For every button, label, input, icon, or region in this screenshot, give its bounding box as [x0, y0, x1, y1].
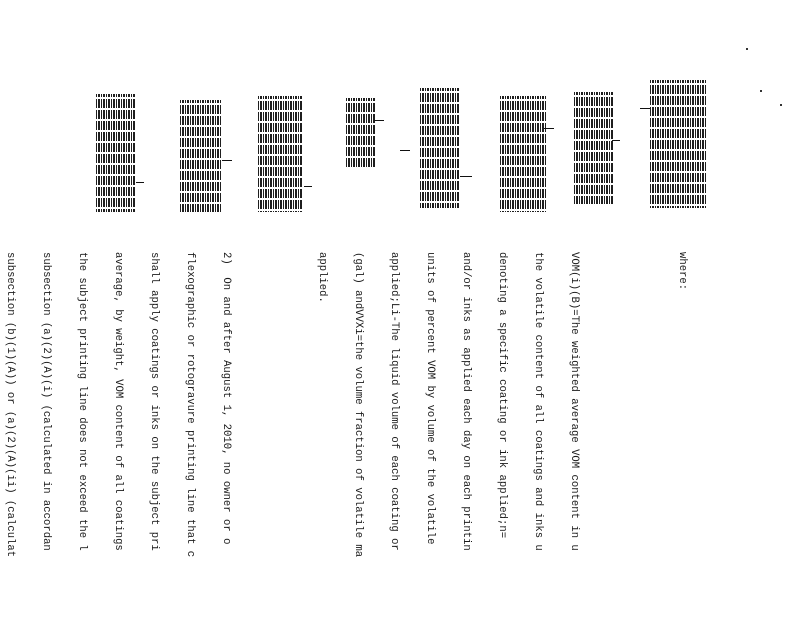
equation-block-7	[180, 100, 222, 212]
paragraph-line: applied.	[316, 252, 328, 303]
paragraph-line: flexographic or rotogravure printing line that c	[184, 252, 196, 558]
paragraph-2	[0, 252, 256, 618]
equation-block-8	[96, 94, 136, 212]
paragraph-line: subsection (b)(1)(A)) or (a)(2)(A)(ii) (calculat	[4, 252, 16, 558]
equation-block-3	[500, 96, 546, 212]
paragraph-line: (gal) andVVXi=the volume fraction of volatile ma	[352, 252, 364, 558]
equation-block-4	[420, 88, 460, 208]
paragraph-line: shall apply coatings or inks on the subject pri	[148, 252, 160, 551]
paragraph-line: 2) On and after August 1, 2010, no owner or o	[220, 252, 232, 545]
paragraph-line: denoting a specific coating or ink applied;n=	[496, 252, 508, 539]
paragraph-line: subsection (a)(2)(A)(i) (calculated in accordan	[40, 252, 52, 551]
equation-block-6	[258, 96, 302, 212]
equation-block-1	[650, 80, 706, 208]
paragraph-line: applied;Li-The liquid volume of each coating or	[388, 252, 400, 551]
paragraph-line: units of percent VOM by volume of the volatile	[424, 252, 436, 545]
equation-block-5	[346, 98, 376, 168]
where-label: where:	[676, 252, 688, 291]
paragraph-line: average, by weight, VOM content of all coatings	[112, 252, 124, 551]
paragraph-line: VOM(i)(B)=The weighted average VOM content in u	[568, 252, 580, 551]
rotated-text-block	[0, 252, 712, 618]
paragraph-1	[292, 252, 604, 618]
paragraph-line: the volatile content of all coatings and inks u	[532, 252, 544, 551]
equation-block-2	[574, 92, 614, 204]
paragraph-line: and/or inks as applied each day on each printin	[460, 252, 472, 551]
paragraph-line: the subject printing line does not exceed the l	[76, 252, 88, 551]
